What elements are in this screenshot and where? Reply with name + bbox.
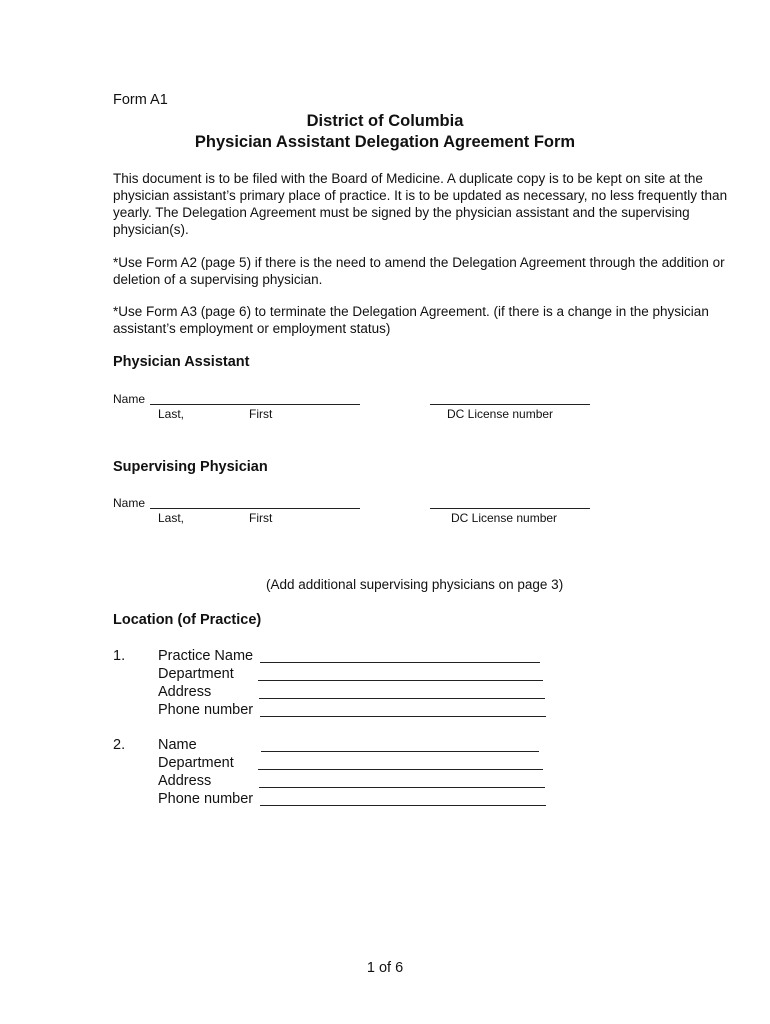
title-line-1: District of Columbia [306,112,464,130]
pa-name-label: Name [113,392,146,406]
pa-license-input[interactable] [430,404,590,405]
pa-first-label: First [249,407,273,421]
location-heading: Location (of Practice) [113,612,262,628]
location-1-address-input[interactable] [259,698,545,699]
sp-license-input[interactable] [430,508,590,509]
physician-assistant-heading: Physician Assistant [113,354,250,370]
additional-physicians-note: (Add additional supervising physicians on page 3) [266,577,564,592]
pa-name-input[interactable] [150,404,360,405]
sp-license-label: DC License number [451,511,558,525]
sp-name-input[interactable] [150,508,360,509]
location-1-phone-input[interactable] [260,716,546,717]
sp-first-label: First [249,511,273,525]
location-2-address-input[interactable] [259,787,545,788]
sp-name-label: Name [113,496,146,510]
location-1-practice-name-input[interactable] [260,662,540,663]
form-label: Form A1 [113,92,168,108]
note-form-a3: *Use Form A3 (page 6) to terminate the Delegation Agreement. (if there is a change in the physician assistant’s employment or employment status) [113,304,709,336]
location-1-address-label: Address [158,684,212,700]
location-1-number: 1. [113,648,126,664]
location-1-phone-label: Phone number [158,702,254,718]
location-2-name-input[interactable] [261,751,539,752]
location-2-department-label: Department [158,755,234,771]
pa-last-label: Last, [158,407,185,421]
note-form-a2: *Use Form A2 (page 5) if there is the need to amend the Delegation Agreement through the addition or deletion of a supervising physician. [113,255,725,287]
location-2-phone-input[interactable] [260,805,546,806]
title-line-2: Physician Assistant Delegation Agreement Form [194,133,576,151]
location-1-practice-name-label: Practice Name [158,648,254,664]
location-2-address-label: Address [158,773,212,789]
pa-license-label: DC License number [447,407,554,421]
location-2-name-label: Name [158,737,197,753]
location-1-department-input[interactable] [258,680,543,681]
sp-last-label: Last, [158,511,185,525]
location-1-department-label: Department [158,666,234,682]
intro-paragraph: This document is to be filed with the Board of Medicine. A duplicate copy is to be kept on site at the physician assistant’s primary place of practice. It is to be updated as necessary, no less frequently than yearly. The Delegation Agreement must be signed by the physician assistant and the supervising physician(s). [113,171,728,237]
location-2-department-input[interactable] [258,769,543,770]
supervising-physician-heading: Supervising Physician [113,459,268,475]
page-number: 1 of 6 [366,960,404,976]
location-2-number: 2. [113,737,126,753]
location-2-phone-label: Phone number [158,791,254,807]
